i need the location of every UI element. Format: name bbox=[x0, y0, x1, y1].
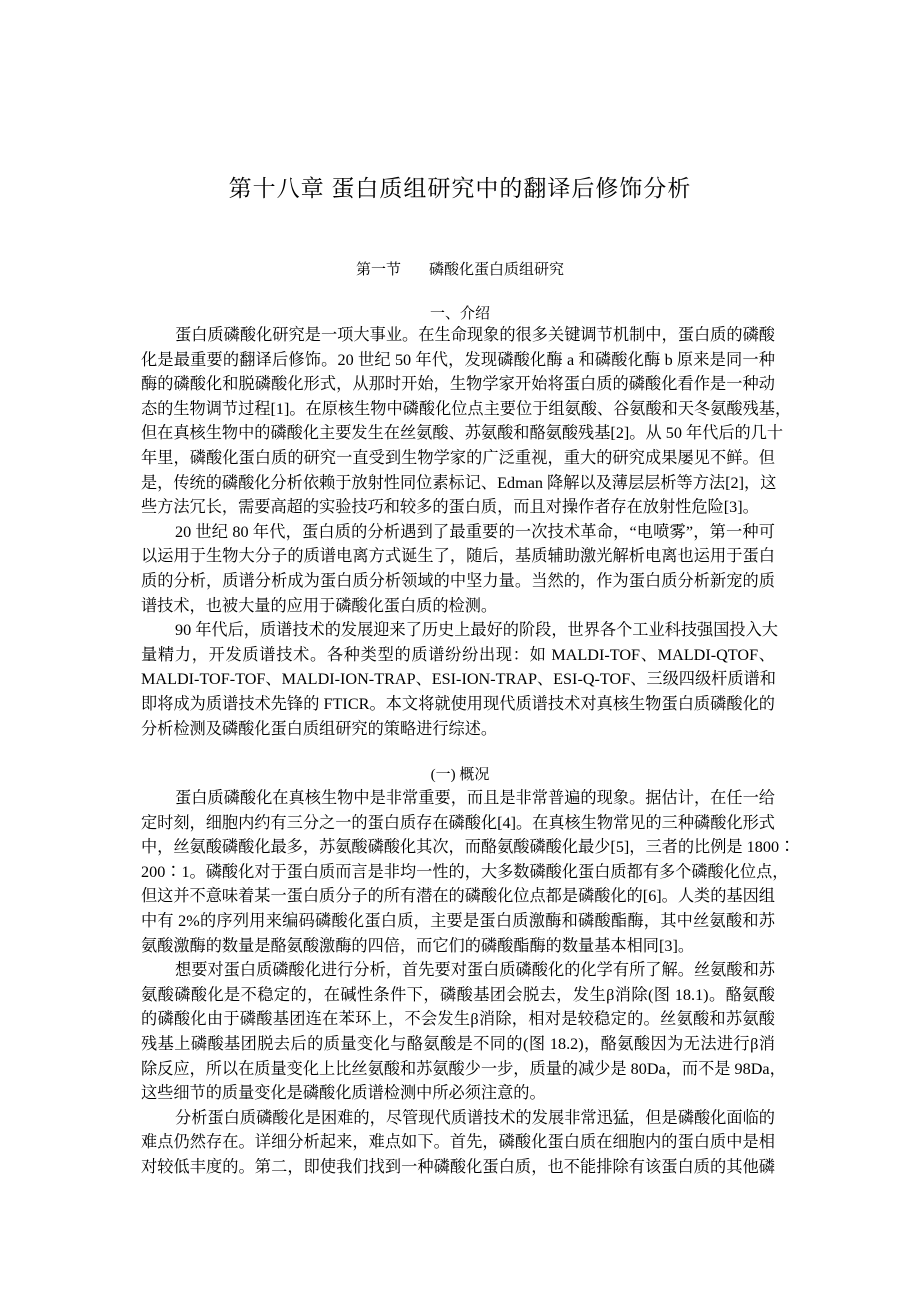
text-line: 想要对蛋白质磷酸化进行分析，首先要对蛋白质磷酸化的化学有所了解。丝氨酸和苏 bbox=[175, 961, 775, 980]
text-line: 20 世纪 80 年代，蛋白质的分析遇到了最重要的一次技术革命，“电喷雾”，第一种可 bbox=[175, 522, 775, 541]
text-line: 残基上磷酸基团脱去后的质量变化与酪氨酸是不同的(图 18.2)，酪氨酸因为无法进行β消 bbox=[141, 1034, 775, 1053]
text-line: 分析蛋白质磷酸化是困难的，尽管现代质谱技术的发展非常迅猛，但是磷酸化面临的 bbox=[175, 1108, 775, 1127]
intro-heading: 一、介绍 bbox=[429, 306, 490, 322]
text-line: 蛋白质磷酸化在真核生物中是非常重要，而且是非常普遍的现象。据估计，在任一给 bbox=[175, 789, 775, 807]
text-line: 酶的磷酸化和脱磷酸化形式，从那时开始，生物学家开始将蛋白质的磷酸化看作是一种动 bbox=[141, 375, 775, 394]
text-line: 质的分析，质谱分析成为蛋白质分析领域的中坚力量。当然的，作为蛋白质分析新宠的质 bbox=[141, 571, 775, 590]
section-name: 磷酸化蛋白质组研究 bbox=[429, 262, 565, 278]
paragraph bbox=[141, 520, 775, 618]
text-line: 难点仍然存在。详细分析起来，难点如下。首先，磷酸化蛋白质在细胞内的蛋白质中是相 bbox=[141, 1133, 775, 1152]
paragraph bbox=[141, 1106, 775, 1180]
text-line: 对较低丰度的。第二，即使我们找到一种磷酸化蛋白质，也不能排除有该蛋白质的其他磷 bbox=[141, 1157, 775, 1176]
text-line: 量精力，开发质谱技术。各种类型的质谱纷纷出现：如 MALDI-TOF、MALDI-QTOF、 bbox=[141, 645, 775, 664]
intro-body bbox=[141, 323, 792, 741]
overview-body bbox=[141, 786, 796, 1180]
text-line: 中，丝氨酸磷酸化最多，苏氨酸磷酸化其次，而酪氨酸磷酸化最少[5]，三者的比例是 1800∶ bbox=[141, 838, 796, 857]
text-line: 定时刻，细胞内约有三分之一的蛋白质存在磷酸化[4]。在真核生物常见的三种磷酸化形式 bbox=[141, 813, 775, 832]
text-line: 这些细节的质量变化是磷酸化质谱检测中所必须注意的。 bbox=[141, 1084, 546, 1103]
text-line: 年里，磷酸化蛋白质的研究一直受到生物学家的广泛重视，重大的研究成果屡见不鲜。但 bbox=[141, 448, 775, 467]
paragraph bbox=[141, 618, 778, 741]
text-line: 些方法冗长，需要高超的实验技巧和较多的蛋白质，而且对操作者存在放射性危险[3]。 bbox=[141, 498, 759, 517]
chapter-title: 第十八章 蛋白质组研究中的翻译后修饰分析 bbox=[228, 176, 692, 201]
section-heading bbox=[0, 258, 920, 279]
text-line: 是，传统的磷酸化分析依赖于放射性同位素标记、Edman 降解以及薄层层析等方法[2]，这 bbox=[141, 473, 777, 492]
text-line: 蛋白质磷酸化研究是一项大事业。在生命现象的很多关键调节机制中，蛋白质的磷酸 bbox=[175, 326, 775, 344]
section-number: 第一节 bbox=[355, 262, 401, 278]
text-line: 态的生物调节过程[1]。在原核生物中磷酸化位点主要位于组氨酸、谷氨酸和天冬氨酸残基， bbox=[141, 399, 792, 418]
text-line: 以运用于生物大分子的质谱电离方式诞生了，随后，基质辅助激光解析电离也运用于蛋白 bbox=[141, 547, 775, 566]
paragraph bbox=[141, 786, 796, 958]
text-line: MALDI-TOF-TOF、MALDI-ION-TRAP、ESI-ION-TRAP、ESI-Q-TOF、三级四级杆质谱和 bbox=[141, 670, 776, 689]
text-line: 氨酸激酶的数量是酪氨酸激酶的四倍，而它们的磷酸酯酶的数量基本相同[3]。 bbox=[141, 936, 695, 955]
paragraph bbox=[141, 323, 792, 520]
text-line: 的磷酸化由于磷酸基团连在苯环上，不会发生β消除，相对是较稳定的。丝氨酸和苏氨酸 bbox=[141, 1010, 775, 1029]
text-line: 200∶1。磷酸化对于蛋白质而言是非均一性的，大多数磷酸化蛋白质都有多个磷酸化位点， bbox=[141, 862, 789, 881]
text-line: 谱技术，也被大量的应用于磷酸化蛋白质的检测。 bbox=[141, 596, 498, 615]
text-line: 但在真核生物中的磷酸化主要发生在丝氨酸、苏氨酸和酪氨酸残基[2]。从 50 年代后的几十 bbox=[141, 424, 784, 443]
text-line: 90 年代后，质谱技术的发展迎来了历史上最好的阶段，世界各个工业科技强国投入大 bbox=[175, 621, 778, 640]
text-line: 氨酸磷酸化是不稳定的，在碱性条件下，磷酸基团会脱去，发生β消除(图 18.1)。酪氨酸 bbox=[141, 985, 775, 1004]
text-line: 除反应，所以在质量变化上比丝氨酸和苏氨酸少一步，质量的减少是 80Da，而不是 98Da， bbox=[141, 1059, 786, 1078]
text-line: 化是最重要的翻译后修饰。20 世纪 50 年代，发现磷酸化酶 a 和磷酸化酶 b 原来是同一种 bbox=[141, 350, 775, 369]
text-line: 分析检测及磷酸化蛋白质组研究的策略进行综述。 bbox=[141, 719, 498, 738]
overview-heading: (一) 概况 bbox=[430, 767, 490, 783]
text-line: 但这并不意味着某一蛋白质分子的所有潜在的磷酸化位点都是磷酸化的[6]。人类的基因组 bbox=[141, 887, 775, 906]
paragraph bbox=[141, 958, 786, 1106]
text-line: 即将成为质谱技术先锋的 FTICR。本文将就使用现代质谱技术对真核生物蛋白质磷酸化的 bbox=[141, 694, 775, 713]
text-line: 中有 2%的序列用来编码磷酸化蛋白质，主要是蛋白质激酶和磷酸酯酶，其中丝氨酸和苏 bbox=[141, 911, 775, 930]
